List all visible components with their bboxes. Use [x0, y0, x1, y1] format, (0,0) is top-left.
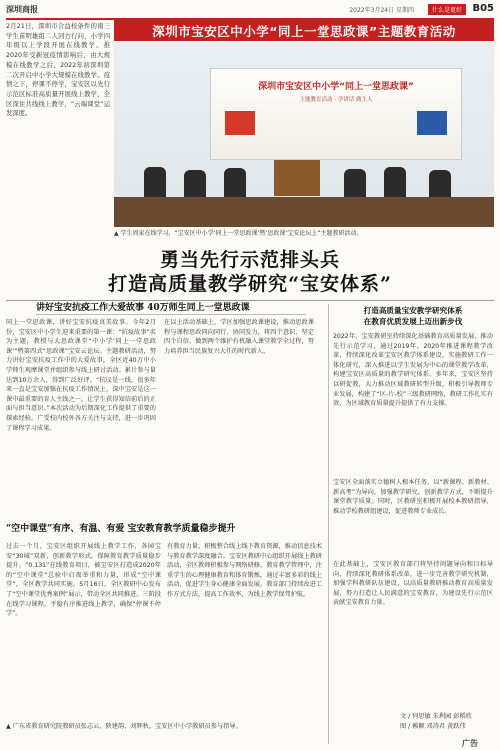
byline-author: 文 / 何思敏 朱利园 彭稻欣: [400, 713, 472, 720]
mid-section-title: “空中课堂”有序、有温、有爱 宝安教育教学质量稳步提升: [6, 523, 236, 534]
podium: [274, 160, 320, 196]
screen-graphic-right: [417, 111, 447, 135]
right-section-body-2: 宝安区全面落实立德树人根本任务，以“新课程、新教材、新高考”为导向，加强教学研究，创新教学方式，不断提升课堂教学质量。同时，区教研室积极开展校本教研指导，推动学校教研组建设，促进教师专业成长。: [333, 479, 493, 515]
right-section-title: [333, 305, 493, 327]
left-section-body-2: 在以上活动基础上，学区加强思政课建设，推动思政课程与课程思政同向同行、协同发力，将四个意识、坚定四个自信、做到两个维护有机融入课堂教学全过程，努力培养担当民族复兴大任的时代新人。: [164, 319, 314, 355]
person-silhouette: [384, 167, 406, 199]
bottom-caption-text: 广东省教育研究院教研员张志云、陕建韵、刘辉秋，宝安区中小学教研员参与指导。: [12, 723, 242, 730]
intro-text: 2月21日，深圳市合益校条件的南三学生苗明雄组二人同方行问，小学四年级以上学段开展在线教学。推2020年受新冠疫情影响后，由大规模在线教学之后，2022年初深圳第二次开启中小学大规模在线教学。疫情之下，停课不停学，宝安区以先行示范区标准高质量开展线上教学，全区深住共线线上教学，“云端课堂”运发深度。: [6, 23, 110, 118]
screen-title: 深圳市宝安区中小学“同上一堂思政课”: [258, 82, 414, 92]
page-number: B05: [472, 3, 494, 14]
caption-bullet-icon: ▲: [114, 230, 121, 237]
byline: [400, 712, 494, 731]
right-section-title-line-1: 打造高质量宝安教学研究体系: [363, 306, 463, 315]
person-silhouette: [344, 169, 366, 199]
screen-graphic-left: [225, 111, 255, 135]
issue-date: 2022年3月24日 星期四: [349, 7, 414, 14]
person-silhouette: [184, 170, 206, 200]
caption-text: 学生周家在线学习，“宝安区中小学‘同上一堂思政课’暨‘思政课’宝安论坛上”主题教研活动。: [120, 230, 363, 237]
newspaper-header: [6, 4, 494, 20]
byline-photo: 图 / 赖颖 邓涛君 黄跃伟: [400, 722, 466, 730]
main-headline: [6, 248, 494, 296]
caption-bullet-icon: ▲: [6, 723, 13, 730]
left-section-title: 讲好宝安抗疫工作大爱故事 40万师生同上一堂思政课: [36, 303, 250, 313]
right-section-body-3: 在此基础上，宝安区教育部门将坚持问题导向和目标导向，持续深化教研体系改革，进一步完善教学研究机制，加强学科教研队伍建设，以高质量教研推动教育高质量发展，努力打造让人民满意的宝安教育，为建设先行示范区贡献宝安教育力量。: [333, 561, 493, 607]
mid-section-body-right: 有教育力量，积极整合线上线下教育资源，推动信息技术与教育教学深度融合。宝安区教研中心组织开展线上教研活动，全区教师积极参与网络研修。教育教学管理中，注重学生的心理健康教育和体育锻炼，通过丰富多彩的线上活动，促进学生身心健康全面发展。教育部门持续改进工作方式方法，提高工作效率，为线上教学保驾护航。: [167, 543, 322, 598]
main-photo: [114, 42, 494, 227]
front-table: [114, 197, 494, 227]
divider: [6, 300, 494, 301]
divider: [36, 314, 306, 315]
person-silhouette: [429, 170, 451, 200]
right-section-body: 2022年，宝安教研室持续深化基础教育高质量发展，推动先行示范学习，通过2019年、2020年推进课程教学改革，持续深化改革宝安区教学体系建设，实施教研工作一体化研究，深入推进以学生发展为中心的课堂教学改革，构建宝安区高质量的教学研究体系。多年来，宝安区坚持以研促教，大力推动区域教研转型升级，积极引导教师专业发展，构建了“区-片-校”三级教研网络，教研工作扎实有效，为区域教育质量提升提供了有力支撑。: [333, 333, 493, 408]
projection-screen: [210, 68, 462, 160]
photo-caption: [114, 228, 494, 237]
screen-subtitle: 主题教育活动 · 学讲话 做主人: [299, 97, 373, 103]
left-section-body: 同上一堂思政课，讲好宝安抗疫真美故事。今年2月份，宝安区中小学生迎来重要的第一课：“抗疫故事”名为主题，教授与大思政课堂“中小学‘同上一堂思政课’”暨第四式“思政课”宝安云论坛。主题教研活动，努力讲好宝安抗疫工作中的大爱故事，全区近40万中小学师生观摩课堂并组织参与线上研讨活动。累计参与量达到10万余人，得到广泛好评。“抗议是一线，很多年来一直是宝安加强在抗疫工作情况上，深中宝安是这一课中最重要的育人主线之一，让学生获得知信前后的正面与担当意识。”本次活动为后期深化工作提供了重要的探索经验。广受校内校外各方关注与支持，进一步巩固了课程学习成果。: [6, 319, 156, 432]
newspaper-name: 深圳商报: [6, 5, 38, 14]
bottom-caption: [6, 722, 324, 732]
ad-label: 广告: [462, 738, 478, 748]
mid-section-header: [6, 520, 324, 538]
mid-section-body-left: 过去一个月，宝安区组织开展线上教学工作，各园宝安“30城”双新、创新教学形式，保障教育教学质量稳步提升。“0.131”在线教育项目，被宝安区打造成2020年的“空中课堂”总验中启夜举重和力量，形成“空中课堂”，全区教学共同实施。5月16日，全区教研中心发布了“空中课堂优秀案例”展示，带动全区共同推进。三阶段在线学习课程，平稳有序推进线上教学，确保“停课不停学”。: [6, 543, 161, 618]
section-tag: 什么是更好: [428, 4, 466, 15]
headline-line-1: 勇当先行示范排头兵: [159, 249, 340, 271]
column-divider: [328, 304, 329, 744]
person-silhouette: [224, 168, 246, 200]
person-silhouette: [144, 167, 166, 199]
headline-line-2: 打造高质量教学研究“宝安体系”: [108, 273, 392, 295]
banner-title: 深圳市宝安区中小学“同上一堂思政课”主题教育活动: [114, 20, 494, 41]
right-section-title-line-2: 在教育优质发展上迈出新步伐: [363, 317, 463, 326]
